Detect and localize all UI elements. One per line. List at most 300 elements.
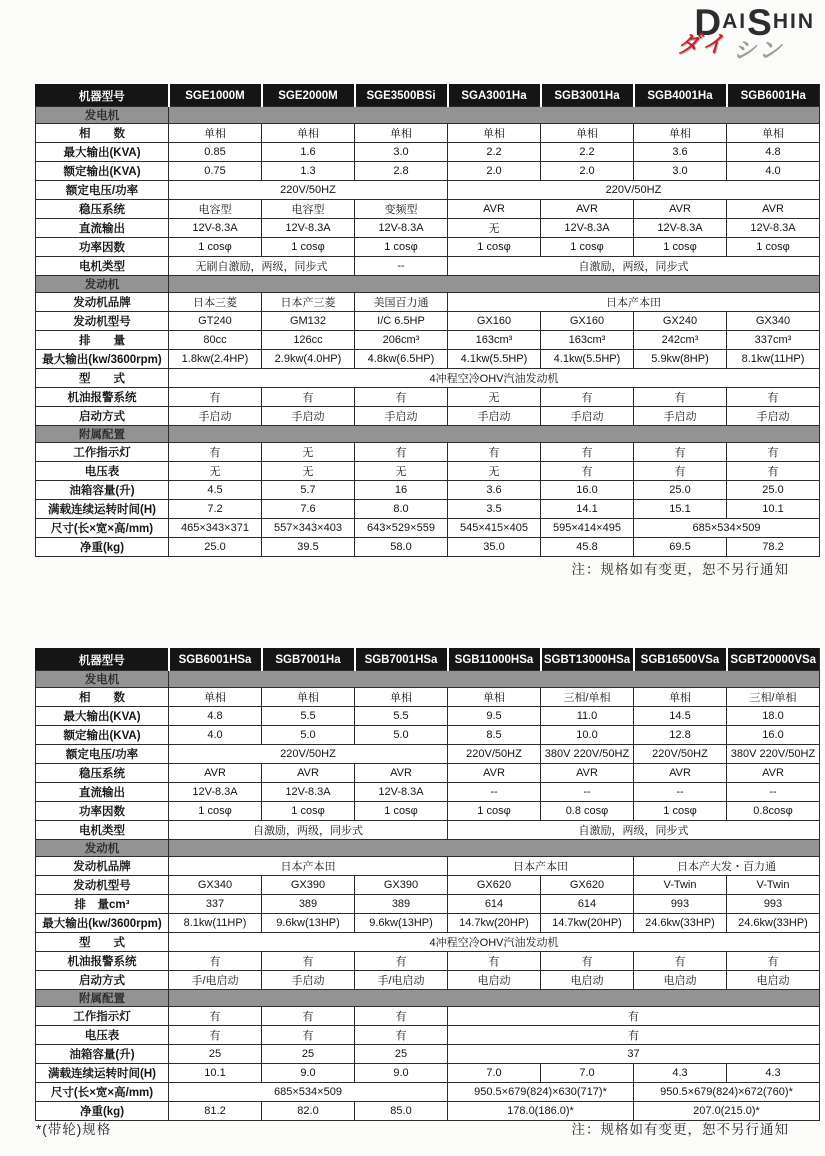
spec-value-cell: 4.1kw(5.5HP) [541, 350, 634, 369]
spec-value-cell: 12.8 [634, 726, 727, 745]
spec-value-cell: 12V-8.3A [169, 783, 262, 802]
spec-value-cell: 12V-8.3A [262, 783, 355, 802]
spec-value-cell: 950.5×679(824)×630(717)* [448, 1083, 634, 1102]
spec-value-cell: 643×529×559 [355, 519, 448, 538]
spec-row [36, 331, 820, 350]
spec-value-cell: 7.2 [169, 500, 262, 519]
spec-row-label: 额定电压/功率 [36, 745, 169, 764]
spec-value-cell: V-Twin [634, 876, 727, 895]
spec-value-cell: 3.0 [634, 162, 727, 181]
spec-value-cell: 单相 [634, 688, 727, 707]
spec-value-cell: 有 [634, 462, 727, 481]
spec-row [36, 481, 820, 500]
spec-row-label: 功率因数 [36, 802, 169, 821]
spec-value-cell: 4.5 [169, 481, 262, 500]
spec-value-cell: 14.1 [541, 500, 634, 519]
spec-row [36, 726, 820, 745]
spec-value-cell: 2.2 [448, 143, 541, 162]
spec-value-cell: 单相 [727, 124, 820, 143]
section-label: 附属配置 [36, 426, 169, 443]
spec-row [36, 707, 820, 726]
spec-value-cell: 有 [355, 1026, 448, 1045]
spec-row [36, 500, 820, 519]
spec-value-cell: 178.0(186.0)* [448, 1102, 634, 1121]
section-band [169, 426, 820, 443]
footer-notes [36, 1118, 789, 1138]
section-row [36, 107, 820, 124]
spec-row [36, 407, 820, 426]
spec-value-cell: 8.1kw(11HP) [169, 914, 262, 933]
spec-row-label: 最大输出(KVA) [36, 143, 169, 162]
spec-value-cell: 2.0 [448, 162, 541, 181]
spec-value-cell: 220V/50HZ [169, 181, 448, 200]
spec-value-cell: 有 [262, 1026, 355, 1045]
spec-value-cell: 220V/50HZ [634, 745, 727, 764]
spec-value-cell: 9.5 [448, 707, 541, 726]
spec-value-cell: 有 [541, 952, 634, 971]
brand-letter: AI [722, 10, 748, 33]
spec-row-label: 最大输出(kw/3600rpm) [36, 914, 169, 933]
model-header-cell: SGB16500VSa [634, 649, 727, 671]
spec-value-cell: 12V-8.3A [355, 783, 448, 802]
spec-row [36, 688, 820, 707]
spec-value-cell: 207.0(215.0)* [634, 1102, 820, 1121]
spec-value-cell: 9.0 [355, 1064, 448, 1083]
spec-value-cell: 0.85 [169, 143, 262, 162]
model-header-cell: SGB6001Ha [727, 85, 820, 107]
spec-value-cell: 15.1 [634, 500, 727, 519]
spec-value-cell: AVR [169, 764, 262, 783]
spec-value-cell: 无刷自激励，两级，同步式 [169, 257, 355, 276]
spec-value-cell: 有 [355, 952, 448, 971]
spec-value-cell: 81.2 [169, 1102, 262, 1121]
spec-row-label: 工作指示灯 [36, 1007, 169, 1026]
spec-value-cell: 有 [355, 443, 448, 462]
spec-value-cell: 1.6 [262, 143, 355, 162]
spec-value-cell: AVR [448, 200, 541, 219]
spec-value-cell: 337 [169, 895, 262, 914]
spec-value-cell: 45.8 [541, 538, 634, 557]
section-label: 附属配置 [36, 990, 169, 1007]
spec-value-cell: 12V-8.3A [262, 219, 355, 238]
spec-value-cell: 有 [448, 952, 541, 971]
spec-value-cell: 18.0 [727, 707, 820, 726]
spec-row-label: 发动机型号 [36, 876, 169, 895]
spec-value-cell: -- [541, 783, 634, 802]
model-header-cell: SGB7001Ha [262, 649, 355, 671]
spec-value-cell: 4.8kw(6.5HP) [355, 350, 448, 369]
spec-row [36, 764, 820, 783]
spec-row [36, 895, 820, 914]
brand-katakana-red: ダイ [677, 31, 727, 57]
spec-value-cell: 有 [355, 1007, 448, 1026]
spec-value-cell: 1.8kw(2.4HP) [169, 350, 262, 369]
spec-value-cell: 595×414×495 [541, 519, 634, 538]
spec-value-cell: 16 [355, 481, 448, 500]
spec-value-cell: 58.0 [355, 538, 448, 557]
spec-value-cell: 11.0 [541, 707, 634, 726]
spec-value-cell: 7.0 [541, 1064, 634, 1083]
spec-value-cell: 日本产本田 [448, 857, 634, 876]
spec-value-cell: 12V-8.3A [355, 219, 448, 238]
spec-value-cell: 126cc [262, 331, 355, 350]
spec-row [36, 443, 820, 462]
spec-row [36, 462, 820, 481]
spec-value-cell: GX340 [727, 312, 820, 331]
spec-value-cell: 自激励，两级，同步式 [169, 821, 448, 840]
spec-value-cell: 日本产大发・百力通 [634, 857, 820, 876]
spec-value-cell: 12V-8.3A [169, 219, 262, 238]
spec-value-cell: 3.6 [448, 481, 541, 500]
spec-value-cell: AVR [448, 764, 541, 783]
spec-value-cell: 1 cosφ [448, 238, 541, 257]
spec-value-cell: 163cm³ [448, 331, 541, 350]
spec-value-cell: 有 [169, 1026, 262, 1045]
spec-value-cell: 手启动 [448, 407, 541, 426]
spec-value-cell: 69.5 [634, 538, 727, 557]
spec-value-cell: 993 [634, 895, 727, 914]
spec-value-cell: 950.5×679(824)×672(760)* [634, 1083, 820, 1102]
spec-table-small-models [35, 84, 820, 557]
spec-value-cell: GT240 [169, 312, 262, 331]
spec-row-label: 额定输出(KVA) [36, 162, 169, 181]
spec-value-cell: AVR [634, 200, 727, 219]
spec-value-cell: 有 [169, 443, 262, 462]
spec-value-cell: 10.1 [727, 500, 820, 519]
spec-row [36, 124, 820, 143]
spec-value-cell: 8.0 [355, 500, 448, 519]
spec-value-cell: 有 [727, 952, 820, 971]
spec-value-cell: 614 [541, 895, 634, 914]
spec-value-cell: 4冲程空冷OHV汽油发动机 [169, 369, 820, 388]
spec-value-cell: 0.8cosφ [727, 802, 820, 821]
spec-row-label: 净重(kg) [36, 1102, 169, 1121]
spec-value-cell: 25 [169, 1045, 262, 1064]
spec-value-cell: 337cm³ [727, 331, 820, 350]
section-label: 发电机 [36, 671, 169, 688]
model-row-corner: 机器型号 [36, 85, 169, 107]
brand-letter: HIN [772, 10, 815, 33]
spec-value-cell: AVR [727, 200, 820, 219]
spec-value-cell: 24.6kw(33HP) [727, 914, 820, 933]
spec-value-cell: 手/电启动 [355, 971, 448, 990]
spec-value-cell: 9.0 [262, 1064, 355, 1083]
spec-value-cell: 有 [541, 462, 634, 481]
spec-value-cell: 有 [634, 443, 727, 462]
spec-value-cell: 手启动 [727, 407, 820, 426]
spec-row-label: 功率因数 [36, 238, 169, 257]
spec-value-cell: 614 [448, 895, 541, 914]
spec-value-cell: 25 [262, 1045, 355, 1064]
spec-value-cell: 手启动 [355, 407, 448, 426]
spec-value-cell: 206cm³ [355, 331, 448, 350]
spec-value-cell: AVR [355, 764, 448, 783]
spec-value-cell: 5.0 [262, 726, 355, 745]
spec-value-cell: 有 [262, 952, 355, 971]
spec-value-cell: 380V 220V/50HZ [727, 745, 820, 764]
spec-row-label: 型 式 [36, 933, 169, 952]
spec-value-cell: 465×343×371 [169, 519, 262, 538]
spec-row [36, 162, 820, 181]
spec-value-cell: 1 cosφ [262, 238, 355, 257]
spec-value-cell: 14.7kw(20HP) [541, 914, 634, 933]
spec-row-label: 直流输出 [36, 783, 169, 802]
spec-value-cell: 手启动 [541, 407, 634, 426]
spec-value-cell: 有 [169, 952, 262, 971]
spec-value-cell: 1 cosφ [355, 238, 448, 257]
spec-value-cell: 9.6kw(13HP) [355, 914, 448, 933]
spec-value-cell: 25 [355, 1045, 448, 1064]
spec-value-cell: AVR [727, 764, 820, 783]
spec-value-cell: 有 [448, 443, 541, 462]
spec-row [36, 876, 820, 895]
spec-value-cell: 无 [448, 219, 541, 238]
spec-row [36, 143, 820, 162]
spec-value-cell: 242cm³ [634, 331, 727, 350]
spec-value-cell: V-Twin [727, 876, 820, 895]
spec-value-cell: 无 [169, 462, 262, 481]
spec-value-cell: -- [448, 783, 541, 802]
spec-row-label: 直流输出 [36, 219, 169, 238]
spec-value-cell: 8.5 [448, 726, 541, 745]
spec-row [36, 1045, 820, 1064]
spec-row [36, 971, 820, 990]
spec-row [36, 914, 820, 933]
spec-value-cell: 有 [634, 388, 727, 407]
spec-value-cell: 0.8 cosφ [541, 802, 634, 821]
spec-value-cell: AVR [541, 200, 634, 219]
spec-value-cell: 1 cosφ [169, 238, 262, 257]
spec-value-cell: 无 [262, 443, 355, 462]
model-header-cell: SGBT13000HSa [541, 649, 634, 671]
model-header-cell: SGE2000M [262, 85, 355, 107]
spec-value-cell: GX620 [541, 876, 634, 895]
spec-value-cell: 有 [169, 1007, 262, 1026]
spec-value-cell: 1 cosφ [262, 802, 355, 821]
model-header-row [36, 85, 820, 107]
spec-value-cell: -- [634, 783, 727, 802]
model-header-cell: SGE1000M [169, 85, 262, 107]
spec-value-cell: GX240 [634, 312, 727, 331]
spec-value-cell: 389 [262, 895, 355, 914]
spec-value-cell: 380V 220V/50HZ [541, 745, 634, 764]
spec-value-cell: 有 [727, 443, 820, 462]
brand-katakana-gray: シン [733, 37, 785, 63]
section-row [36, 840, 820, 857]
spec-value-cell: 5.0 [355, 726, 448, 745]
spec-row-label: 油箱容量(升) [36, 481, 169, 500]
spec-value-cell: 单相 [448, 688, 541, 707]
spec-row-label: 电机类型 [36, 257, 169, 276]
model-header-cell: SGB7001HSa [355, 649, 448, 671]
spec-value-cell: AVR [262, 764, 355, 783]
spec-value-cell: 37 [448, 1045, 820, 1064]
spec-row-label: 机油报警系统 [36, 952, 169, 971]
spec-value-cell: 220V/50HZ [448, 745, 541, 764]
spec-row-label: 发动机品牌 [36, 857, 169, 876]
spec-value-cell: 16.0 [727, 726, 820, 745]
section-band [169, 840, 820, 857]
spec-row-label: 启动方式 [36, 407, 169, 426]
spec-row [36, 257, 820, 276]
spec-value-cell: 25.0 [169, 538, 262, 557]
model-row-corner: 机器型号 [36, 649, 169, 671]
spec-value-cell: 163cm³ [541, 331, 634, 350]
spec-value-cell: 电启动 [634, 971, 727, 990]
spec-row-label: 发动机品牌 [36, 293, 169, 312]
spec-value-cell: 手/电启动 [169, 971, 262, 990]
spec-value-cell: 日本产本田 [448, 293, 820, 312]
spec-value-cell: 电容型 [169, 200, 262, 219]
spec-row-label: 满载连续运转时间(H) [36, 1064, 169, 1083]
spec-value-cell: 80cc [169, 331, 262, 350]
section-label: 发电机 [36, 107, 169, 124]
spec-value-cell: 4.8 [727, 143, 820, 162]
spec-value-cell: 有 [634, 952, 727, 971]
spec-value-cell: 有 [262, 1007, 355, 1026]
spec-value-cell: GX390 [355, 876, 448, 895]
spec-value-cell: 685×534×509 [634, 519, 820, 538]
spec-row-label: 油箱容量(升) [36, 1045, 169, 1064]
spec-value-cell: 5.9kw(8HP) [634, 350, 727, 369]
spec-value-cell: -- [355, 257, 448, 276]
spec-row [36, 538, 820, 557]
model-header-cell: SGA3001Ha [448, 85, 541, 107]
section-row [36, 276, 820, 293]
spec-value-cell: 1 cosφ [355, 802, 448, 821]
spec-value-cell: 16.0 [541, 481, 634, 500]
spec-value-cell: 993 [727, 895, 820, 914]
spec-row-label: 电机类型 [36, 821, 169, 840]
spec-value-cell: 1 cosφ [727, 238, 820, 257]
spec-row-label: 稳压系统 [36, 200, 169, 219]
spec-value-cell: 24.6kw(33HP) [634, 914, 727, 933]
spec-row-label: 最大输出(KVA) [36, 707, 169, 726]
spec-value-cell: 无 [262, 462, 355, 481]
spec-row-label: 稳压系统 [36, 764, 169, 783]
spec-value-cell: 单相 [448, 124, 541, 143]
spec-value-cell: 无 [448, 462, 541, 481]
spec-value-cell: 单相 [262, 688, 355, 707]
spec-row-label: 电压表 [36, 462, 169, 481]
spec-row [36, 1026, 820, 1045]
spec-value-cell: 手启动 [262, 971, 355, 990]
spec-value-cell: 电容型 [262, 200, 355, 219]
spec-value-cell: 25.0 [727, 481, 820, 500]
spec-value-cell: 无 [448, 388, 541, 407]
spec-value-cell: 8.1kw(11HP) [727, 350, 820, 369]
brand-letter: D [694, 2, 723, 43]
wheel-kit-footnote: *(带轮)规格 [36, 1122, 112, 1137]
spec-value-cell: 4.3 [634, 1064, 727, 1083]
spec-value-cell: 有 [541, 443, 634, 462]
section-band [169, 107, 820, 124]
spec-table-large-models [35, 648, 820, 1121]
section-row [36, 426, 820, 443]
spec-value-cell: 1 cosφ [448, 802, 541, 821]
spec-value-cell: 7.0 [448, 1064, 541, 1083]
spec-value-cell: 1 cosφ [541, 238, 634, 257]
spec-value-cell: 7.6 [262, 500, 355, 519]
spec-row [36, 1007, 820, 1026]
spec-value-cell: AVR [634, 764, 727, 783]
spec-row-label: 额定电压/功率 [36, 181, 169, 200]
spec-value-cell: 1 cosφ [169, 802, 262, 821]
spec-value-cell: 5.5 [262, 707, 355, 726]
spec-value-cell: GX160 [448, 312, 541, 331]
model-header-cell: SGB11000HSa [448, 649, 541, 671]
spec-row [36, 369, 820, 388]
spec-row-label: 型 式 [36, 369, 169, 388]
model-header-cell: SGB6001HSa [169, 649, 262, 671]
section-label: 发动机 [36, 840, 169, 857]
spec-value-cell: GX160 [541, 312, 634, 331]
spec-row-label: 排 量 [36, 331, 169, 350]
model-header-cell: SGB3001Ha [541, 85, 634, 107]
spec-row-label: 最大输出(kw/3600rpm) [36, 350, 169, 369]
spec-row-label: 机油报警系统 [36, 388, 169, 407]
spec-value-cell: GX340 [169, 876, 262, 895]
model-header-cell: SGB4001Ha [634, 85, 727, 107]
spec-value-cell: GM132 [262, 312, 355, 331]
spec-row-label: 工作指示灯 [36, 443, 169, 462]
spec-value-cell: 4.3 [727, 1064, 820, 1083]
spec-value-cell: 0.75 [169, 162, 262, 181]
spec-value-cell: 4冲程空冷OHV汽油发动机 [169, 933, 820, 952]
spec-value-cell: 82.0 [262, 1102, 355, 1121]
spec-value-cell: 单相 [541, 124, 634, 143]
spec-row [36, 238, 820, 257]
spec-value-cell: 手启动 [262, 407, 355, 426]
spec-value-cell: 日本三菱 [169, 293, 262, 312]
spec-row [36, 219, 820, 238]
model-header-cell: SGBT20000VSa [727, 649, 820, 671]
spec-value-cell: 2.2 [541, 143, 634, 162]
spec-value-cell: 12V-8.3A [727, 219, 820, 238]
spec-value-cell: 电启动 [727, 971, 820, 990]
spec-row-label: 满载连续运转时间(H) [36, 500, 169, 519]
spec-value-cell: 3.6 [634, 143, 727, 162]
spec-value-cell: 35.0 [448, 538, 541, 557]
section-row [36, 671, 820, 688]
spec-value-cell: 手启动 [634, 407, 727, 426]
spec-value-cell: 三相/单相 [541, 688, 634, 707]
spec-value-cell: 78.2 [727, 538, 820, 557]
spec-row [36, 933, 820, 952]
spec-value-cell: 1 cosφ [634, 802, 727, 821]
spec-value-cell: 1 cosφ [634, 238, 727, 257]
spec-row-label: 尺寸(长×宽×高/mm) [36, 1083, 169, 1102]
brand-letter: S [747, 2, 773, 43]
spec-row [36, 745, 820, 764]
spec-value-cell: 单相 [355, 688, 448, 707]
section-band [169, 276, 820, 293]
model-header-row [36, 649, 820, 671]
spec-row [36, 783, 820, 802]
spec-value-cell: 变频型 [355, 200, 448, 219]
spec-value-cell: 39.5 [262, 538, 355, 557]
spec-value-cell: 3.0 [355, 143, 448, 162]
spec-row [36, 857, 820, 876]
spec-row-label: 相 数 [36, 124, 169, 143]
spec-row [36, 821, 820, 840]
spec-value-cell: 2.8 [355, 162, 448, 181]
spec-value-cell: 14.7kw(20HP) [448, 914, 541, 933]
spec-value-cell: 单相 [634, 124, 727, 143]
spec-value-cell: 9.6kw(13HP) [262, 914, 355, 933]
spec-value-cell: 2.0 [541, 162, 634, 181]
spec-row [36, 952, 820, 971]
